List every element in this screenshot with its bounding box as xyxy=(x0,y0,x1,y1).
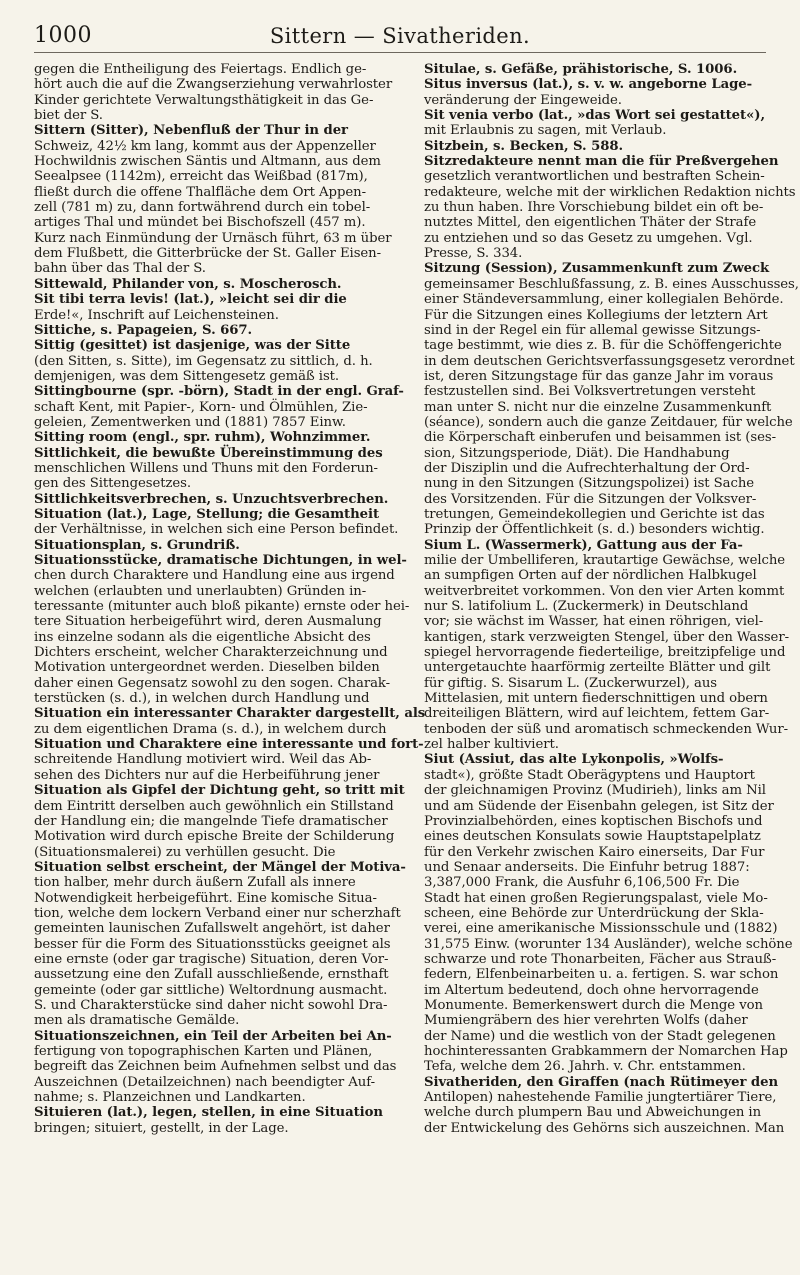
text-line: artiges Thal und mündet bei Bischofszell (457 m). xyxy=(34,215,366,231)
text-line: nur S. latifolium L. (Zuckermerk) in Deutschland xyxy=(424,599,749,615)
text-line: zell (781 m) zu, dann fortwährend durch ein tobel- xyxy=(34,200,371,216)
text-line: nahme; s. Planzeichnen und Landkarten. xyxy=(34,1090,306,1106)
text-line: und am Südende der Eisenbahn gelegen, ist Sitz der xyxy=(424,798,774,814)
text-line: gemeinte (oder gar sittliche) Weltordnung ausmacht. xyxy=(34,982,388,998)
text-line: Notwendigkeit herbeigeführt. Eine komische Situa- xyxy=(34,890,377,906)
text-line: Provinzialbehörden, eines koptischen Bischofs und xyxy=(424,813,763,829)
text-line: daher einen Gegensatz sowohl zu den sogen. Charak- xyxy=(34,675,391,691)
text-line: schaft Kent, mit Papier-, Korn- und Ölmühlen, Zie- xyxy=(34,399,368,415)
text-line: Sittingbourne (spr. -börn), Stadt in der engl. Graf- xyxy=(34,384,404,400)
text-line: bringen; situiert, gestellt, in der Lage. xyxy=(34,1120,289,1136)
text-line: Kurz nach Einmündung der Urnäsch führt, 63 m über xyxy=(34,230,392,246)
text-line: begreift das Zeichnen beim Aufnehmen selbst und das xyxy=(34,1059,397,1075)
text-line: 31,575 Einw. (worunter 134 Ausländer), welche schöne xyxy=(424,936,793,952)
text-line: fertigung von topographischen Karten und Plänen, xyxy=(34,1044,373,1059)
text-line: eine ernste (oder gar tragische) Situation, deren Vor- xyxy=(34,951,389,967)
text-line: sion, Sitzungsperiode, Diät). Die Handhabung xyxy=(424,445,730,461)
text-line: nutztes Mittel, den eigentlichen Thäter der Strafe xyxy=(424,215,757,231)
text-line: Prinzip der Öffentlichkeit (s. d.) besonders wichtig. xyxy=(424,522,765,538)
text-line: zu entziehen und so das Gesetz zu umgehen. Vgl. xyxy=(424,230,753,246)
text-line: Situation selbst erscheint, der Mängel der Motiva- xyxy=(34,859,406,875)
text-line: tion halber, mehr durch äußern Zufall als innere xyxy=(34,875,356,891)
text-line: sind in der Regel ein für allemal gewisse Sitzungs- xyxy=(424,322,761,338)
text-line: welchen (erlaubten und unerlaubten) Gründen in- xyxy=(34,583,367,599)
text-line: dreiteiligen Blättern, wird auf leichtem, fettem Gar- xyxy=(424,706,770,722)
text-line: für den Verkehr zwischen Kairo einerseits, Dar Fur xyxy=(424,844,765,860)
text-line: men als dramatische Gemälde. xyxy=(34,1013,240,1029)
text-line: (séance), sondern auch die ganze Zeitdauer, für welche xyxy=(424,414,793,430)
text-line: Situationszeichnen, ein Teil der Arbeiten bei An- xyxy=(34,1028,392,1044)
text-line: tretungen, Gemeindekollegien und Gerichte ist das xyxy=(424,506,765,522)
text-line: tenboden der süß und aromatisch schmeckenden Wur- xyxy=(424,721,789,737)
text-line: fließt durch die offene Thalfläche dem Ort Appen- xyxy=(34,184,366,200)
text-line: gemeinsamer Beschlußfassung, z. B. eines Ausschusses, xyxy=(424,276,799,292)
text-line: Situieren (lat.), legen, stellen, in eine Situation xyxy=(34,1105,383,1121)
text-line: Sit tibi terra levis! (lat.), »leicht sei dir die xyxy=(34,292,347,308)
text-line: Mittelasien, mit untern fiederschnittigen und obern xyxy=(424,691,768,707)
text-line: (den Sitten, s. Sitte), im Gegensatz zu sittlich, d. h. xyxy=(34,353,373,369)
text-line: man unter S. nicht nur die einzelne Zusammenkunft xyxy=(424,399,772,415)
text-line: sehen des Dichters nur auf die Herbeiführung jener xyxy=(34,767,380,783)
text-line: Siut (Assiut, das alte Lykonpolis, »Wolfs- xyxy=(424,752,724,768)
running-title: Sittern — Sivatheriden. xyxy=(269,24,531,48)
text-line: gegen die Entheiligung des Feiertags. Endlich ge- xyxy=(34,62,367,77)
text-line: Erde!«, Inschrift auf Leichensteinen. xyxy=(34,307,279,323)
text-line: Sivatheriden, den Giraffen (nach Rütimeyer den xyxy=(424,1074,778,1090)
text-line: Sittlichkeit, die bewußte Übereinstimmung des xyxy=(34,445,383,461)
text-line: geleien, Zementwerken und (1881) 7857 Einw. xyxy=(34,414,346,430)
text-line: Sit venia verbo (lat., »das Wort sei gestattet«), xyxy=(424,108,765,124)
text-line: Sittern (Sitter), Nebenfluß der Thur in der xyxy=(34,123,348,139)
text-line: Für die Sitzungen eines Kollegiums der letztern Art xyxy=(424,307,768,323)
text-line: Sittlichkeitsverbrechen, s. Unzuchtsverbrechen. xyxy=(34,491,389,507)
text-line: S. und Charakterstücke sind daher nicht sowohl Dra- xyxy=(34,997,388,1013)
text-line: Tefa, welche dem 26. Jahrh. v. Chr. entstammen. xyxy=(424,1059,746,1075)
text-line: Sittig (gesittet) ist dasjenige, was der Sitte xyxy=(34,338,351,354)
text-line: biet der S. xyxy=(34,108,103,124)
text-line: eines deutschen Konsulats sowie Hauptstapelplatz xyxy=(424,829,761,845)
text-line: veränderung der Eingeweide. xyxy=(424,92,622,108)
text-line: der Verhältnisse, in welchen sich eine Person befindet. xyxy=(34,522,399,538)
text-line: Stadt hat einen großen Regierungspalast, viele Mo- xyxy=(424,890,768,906)
text-line: stadt«), größte Stadt Oberägyptens und Hauptort xyxy=(424,767,755,783)
text-line: dem Eintritt derselben auch gewöhnlich ein Stillstand xyxy=(34,798,394,814)
text-line: welche durch plumpern Bau und Abweichungen in xyxy=(424,1105,762,1121)
text-line: dem Flußbett, die Gitterbrücke der St. Galler Eisen- xyxy=(34,246,382,262)
text-line: Sitting room (engl., spr. ruhm), Wohnzimmer. xyxy=(34,430,371,446)
text-line: Situation ein interessanter Charakter dargestellt, als xyxy=(34,706,426,722)
text-line: schwarze und rote Thonarbeiten, Fächer aus Strauß- xyxy=(424,951,777,967)
text-line: mit Erlaubnis zu sagen, mit Verlaub. xyxy=(424,123,667,139)
text-line: hört auch die auf die Zwangserziehung verwahrloster xyxy=(34,77,393,93)
text-line: Sium L. (Wassermerk), Gattung aus der Fa- xyxy=(424,537,743,553)
text-line: gen des Sittengesetzes. xyxy=(34,476,192,492)
text-line: terstücken (s. d.), in welchen durch Handlung und xyxy=(34,691,370,707)
text-line: der Name) und die westlich von der Stadt gelegenen xyxy=(424,1028,776,1044)
text-line: Motivation wird durch epische Breite der Schilderung xyxy=(34,829,395,845)
text-line: Situationsstücke, dramatische Dichtungen, in wel- xyxy=(34,553,407,568)
text-line: des Vorsitzenden. Für die Sitzungen der Volksver- xyxy=(424,491,757,507)
text-line: Antilopen) nahestehende Familie jungtertiärer Tiere, xyxy=(424,1090,777,1106)
text-line: einer Ständeversammlung, einer kollegialen Behörde. xyxy=(424,292,784,308)
text-line: untergetauchte haarförmig zerteilte Blätter und gilt xyxy=(424,660,771,676)
text-line: scheen, eine Behörde zur Unterdrückung der Skla- xyxy=(424,905,764,921)
text-line: Presse, S. 334. xyxy=(424,246,523,262)
text-line: Sitzredakteure nennt man die für Preßvergehen xyxy=(424,154,779,170)
text-line: Motivation untergeordnet werden. Dieselben bilden xyxy=(34,660,380,676)
text-line: der gleichnamigen Provinz (Mudirieh), links am Nil xyxy=(424,783,766,799)
text-line: Situation als Gipfel der Dichtung geht, so tritt mit xyxy=(34,783,405,799)
text-line: Sittiche, s. Papageien, S. 667. xyxy=(34,322,253,338)
text-line: ins einzelne sodann als die eigentliche Absicht des xyxy=(34,629,371,645)
left-text-column xyxy=(34,62,426,1256)
text-line: demjenigen, was dem Sittengesetz gemäß ist. xyxy=(34,368,340,384)
text-line: menschlichen Willens und Thuns mit den Forderun- xyxy=(34,460,378,476)
text-line: tion, welche dem lockern Verband einer nur scherzhaft xyxy=(34,905,401,921)
text-line: weitverbreitet vorkommen. Von den vier Arten kommt xyxy=(424,583,785,599)
text-line: tage bestimmt, wie dies z. B. für die Schöffengerichte xyxy=(424,338,782,354)
text-line: für giftig. S. Sisarum L. (Zuckerwurzel), aus xyxy=(424,675,718,691)
text-line: nung in den Sitzungen (Sitzungspolizei) ist Sache xyxy=(424,476,755,492)
text-line: Hochwildnis zwischen Säntis und Altmann, aus dem xyxy=(34,154,381,170)
text-line: Situation (lat.), Lage, Stellung; die Gesamtheit xyxy=(34,506,379,522)
text-line: chen durch Charaktere und Handlung eine aus irgend xyxy=(34,568,395,584)
text-line: Monumente. Bemerkenswert durch die Menge von xyxy=(424,997,763,1013)
text-line: zel halber kultiviert. xyxy=(424,737,559,753)
text-line: der Handlung ein; die mangelnde Tiefe dramatischer xyxy=(34,813,388,829)
text-line: vor; sie wächst im Wasser, hat einen röhrigen, viel- xyxy=(424,614,764,630)
text-line: in dem deutschen Gerichtsverfassungsgesetz verordnet xyxy=(424,353,795,369)
text-line: Mumiengräbern des hier verehrten Wolfs (daher xyxy=(424,1013,748,1029)
text-line: ist, deren Sitzungstage für das ganze Jahr im voraus xyxy=(424,368,774,384)
text-line: gesetzlich verantwortlichen und bestraften Schein- xyxy=(424,169,765,185)
text-line: bahn über das Thal der S. xyxy=(34,261,206,277)
text-line: 3,387,000 Frank, die Ausfuhr 6,106,500 Fr. Die xyxy=(424,875,740,891)
text-line: Kinder gerichtete Verwaltungsthätigkeit in das Ge- xyxy=(34,92,374,108)
text-line: Sittewald, Philander von, s. Moscherosch. xyxy=(34,276,342,292)
text-line: Situlae, s. Gefäße, prähistorische, S. 1006. xyxy=(424,62,738,77)
text-line: zu thun haben. Ihre Vorschiebung bildet ein oft be- xyxy=(424,200,764,216)
text-line: schreitende Handlung motiviert wird. Weil das Ab- xyxy=(34,752,372,768)
text-line: im Altertum bedeutend, doch ohne hervorragende xyxy=(424,982,759,998)
text-line: redakteure, welche mit der wirklichen Redaktion nichts xyxy=(424,184,796,200)
text-line: teressante (mitunter auch bloß pikante) ernste oder hei- xyxy=(34,599,410,615)
text-line: spiegel hervorragende fiederteilige, breitzipfelige und xyxy=(424,645,786,661)
text-line: Dichters erscheint, welcher Charakterzeichnung und xyxy=(34,645,388,661)
text-line: kantigen, stark verzweigten Stengel, über den Wasser- xyxy=(424,629,789,645)
text-line: Situationsplan, s. Grundriß. xyxy=(34,537,240,553)
text-line: der Entwickelung des Gehörns sich auszeichnen. Man xyxy=(424,1120,785,1136)
right-text-column xyxy=(424,62,799,1256)
text-line: Seealpsee (1142m), erreicht das Weißbad (817m), xyxy=(34,169,368,185)
text-line: festzustellen sind. Bei Volksvertretungen versteht xyxy=(424,384,756,400)
text-line: hochinteressanten Grabkammern der Nomarchen Hap xyxy=(424,1044,788,1059)
text-line: Auszeichnen (Detailzeichnen) nach beendigter Auf- xyxy=(34,1074,375,1090)
running-header xyxy=(34,18,766,53)
text-line: zu dem eigentlichen Drama (s. d.), in welchem durch xyxy=(34,721,387,737)
text-line: besser für die Form des Situationsstücks geeignet als xyxy=(34,936,391,952)
text-line: die Körperschaft einberufen und beisammen ist (ses- xyxy=(424,430,776,446)
text-line: und Senaar anderseits. Die Einfuhr betrug 1887: xyxy=(424,859,750,875)
text-line: Situs inversus (lat.), s. v. w. angeborne Lage- xyxy=(424,77,753,93)
text-line: Sitzbein, s. Becken, S. 588. xyxy=(424,138,624,154)
text-line: Situation und Charaktere eine interessante und fort- xyxy=(34,737,424,753)
text-line: Sitzung (Session), Zusammenkunft zum Zweck xyxy=(424,261,770,277)
text-line: der Disziplin und die Aufrechterhaltung der Ord- xyxy=(424,460,750,476)
text-line: milie der Umbelliferen, krautartige Gewächse, welche xyxy=(424,553,786,568)
text-line: gemeinten launischen Zufallswelt angehört, ist daher xyxy=(34,921,390,937)
text-line: aussetzung eine den Zufall ausschließende, ernsthaft xyxy=(34,967,389,983)
text-line: verei, eine amerikanische Missionsschule und (1882) xyxy=(424,921,778,937)
text-line: tere Situation herbeigeführt wird, deren Ausmalung xyxy=(34,614,382,630)
text-line: Schweiz, 42½ km lang, kommt aus der Appenzeller xyxy=(34,138,376,154)
page-number: 1000 xyxy=(34,23,92,48)
text-line: an sumpfigen Orten auf der nördlichen Halbkugel xyxy=(424,568,757,584)
text-line: (Situationsmalerei) zu verhüllen gesucht. Die xyxy=(34,844,336,860)
text-line: federn, Elfenbeinarbeiten u. a. fertigen. S. war schon xyxy=(424,967,779,983)
